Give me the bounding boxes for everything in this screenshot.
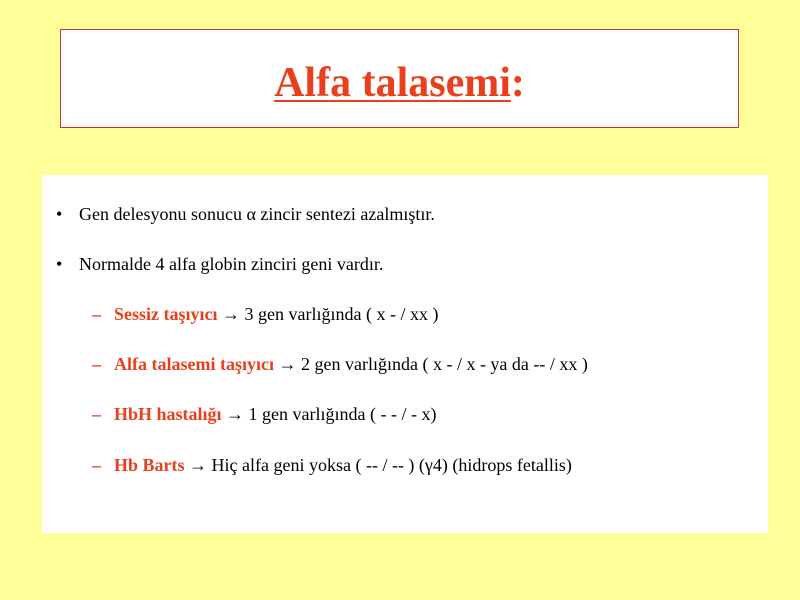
sub-item-term: Sessiz taşıyıcı xyxy=(114,304,218,324)
slide-title-text: Alfa talasemi xyxy=(274,59,511,106)
sub-item-term: HbH hastalığı xyxy=(114,404,222,424)
bullet-marker: • xyxy=(56,204,63,224)
slide-title xyxy=(274,59,525,106)
sub-item-term: Hb Barts xyxy=(114,455,185,475)
sub-item-text: → 3 gen varlığında ( x - / xx ) xyxy=(217,304,439,324)
slide-title-colon: : xyxy=(510,59,525,106)
sub-item-text: → 1 gen varlığında ( - - / - x) xyxy=(221,404,437,424)
content-box xyxy=(42,175,768,533)
sub-item-text: → Hiç alfa geni yoksa ( -- / -- ) (γ4) (hidrops fetallis) xyxy=(184,455,572,475)
sub-item-marker: – xyxy=(92,404,101,424)
sub-item-term: Alfa talasemi taşıyıcı xyxy=(114,354,274,374)
sub-item-content xyxy=(114,305,438,323)
bullet-marker: • xyxy=(56,254,63,274)
title-box xyxy=(60,29,739,128)
sub-item-marker: – xyxy=(92,455,101,475)
bullet-text: Gen delesyonu sonucu α zincir sentezi azalmıştır. xyxy=(79,204,435,224)
sub-item-content xyxy=(114,355,588,373)
sub-item-text: → 2 gen varlığında ( x - / x - ya da -- / xx ) xyxy=(273,354,588,374)
sub-item-marker: – xyxy=(92,304,101,324)
sub-item-content xyxy=(114,405,436,423)
bullet-text: Normalde 4 alfa globin zinciri geni vardır. xyxy=(79,254,384,274)
sub-item-content xyxy=(114,456,572,474)
sub-item-marker: – xyxy=(92,354,101,374)
